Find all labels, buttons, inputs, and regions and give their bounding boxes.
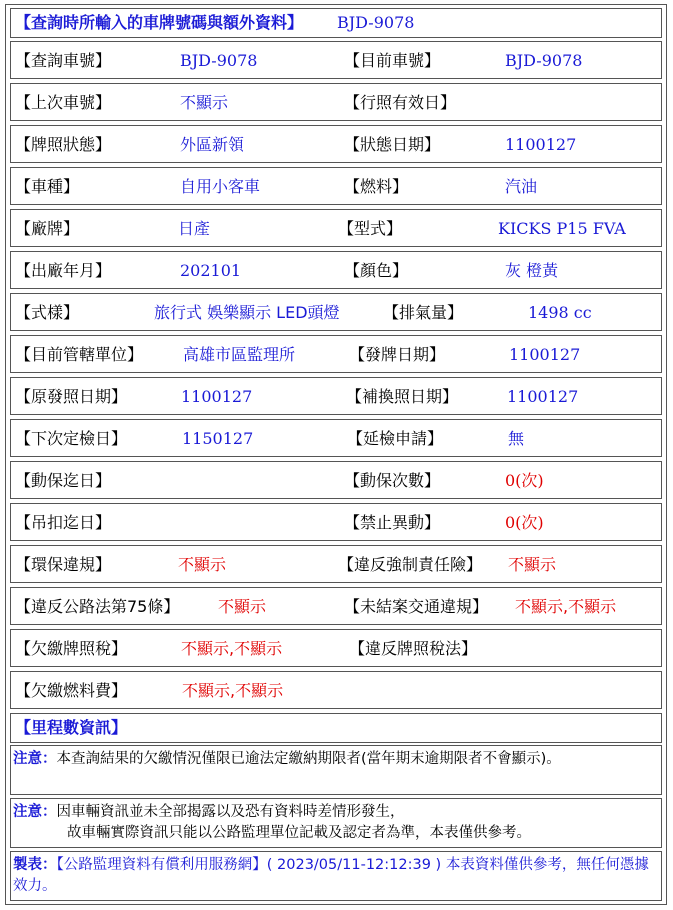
label-manufacture-date: 【出廠年月】 <box>15 261 112 280</box>
label-query-plate: 【查詢車號】 <box>15 51 112 70</box>
label-environmental-violation: 【環保違規】 <box>15 555 112 574</box>
table-row <box>10 83 662 121</box>
table-row <box>10 251 662 289</box>
label-brand: 【廠牌】 <box>15 219 80 238</box>
value-next-inspection: 1150127 <box>182 429 254 448</box>
value-highway-act-violation: 不顯示 <box>218 597 267 616</box>
value-unsettled-traffic-violations: 不顯示,不顯示 <box>515 597 617 616</box>
value-model: KICKS P15 FVA <box>498 219 626 238</box>
label-model: 【型式】 <box>338 219 403 238</box>
footer-disclaimer: 本表資料僅供參考，無任何憑據效力。 <box>13 857 649 894</box>
label-reissue-date: 【補換照日期】 <box>346 387 459 406</box>
value-unpaid-license-tax: 不顯示,不顯示 <box>181 639 283 658</box>
label-issue-date: 【發牌日期】 <box>349 345 446 364</box>
label-unpaid-license-tax: 【欠繳牌照稅】 <box>15 639 128 658</box>
note-text <box>13 802 653 844</box>
value-manufacture-date: 202101 <box>180 261 242 280</box>
value-fuel: 汽油 <box>505 177 538 196</box>
value-query-plate: BJD-9078 <box>180 51 258 70</box>
header-row <box>10 8 662 38</box>
label-lien-end-date: 【動保迄日】 <box>15 471 112 490</box>
value-status-date: 1100127 <box>505 135 577 154</box>
value-last-plate: 不顯示 <box>180 93 229 112</box>
value-issue-date: 1100127 <box>509 345 581 364</box>
value-brand: 日產 <box>178 219 211 238</box>
header-plate: BJD-9078 <box>337 13 415 32</box>
value-unpaid-fuel-fee: 不顯示,不顯示 <box>182 681 284 700</box>
note-row <box>10 798 662 848</box>
label-jurisdiction: 【目前管轄單位】 <box>15 345 144 364</box>
value-lien-count: 0(次) <box>505 471 544 490</box>
value-transfer-ban: 0(次) <box>505 513 544 532</box>
label-status-date: 【狀態日期】 <box>344 135 441 154</box>
value-plate-status: 外區新領 <box>180 135 245 154</box>
label-last-plate: 【上次車號】 <box>15 93 112 112</box>
note-body: 本查詢結果的欠繳情況僅限已逾法定繳納期限者(當年期末逾期限者不會顯示)。 <box>56 751 561 767</box>
table-row <box>10 377 662 415</box>
table-row <box>10 587 662 625</box>
label-suspension-end-date: 【吊扣迄日】 <box>15 513 112 532</box>
label-highway-act-violation: 【違反公路法第75條】 <box>15 597 180 616</box>
note-line-1: 因車輛資訊並未全部揭露以及恐有資料時差情形發生， <box>56 804 405 820</box>
label-insurance-violation: 【違反強制責任險】 <box>338 555 483 574</box>
label-plate-status: 【牌照狀態】 <box>15 135 112 154</box>
label-original-issue-date: 【原發照日期】 <box>15 387 128 406</box>
note-line-2: 故車輛實際資訊只能以公路監理單位記載及認定者為準，本表僅供參考。 <box>67 825 531 841</box>
table-row <box>10 335 662 373</box>
label-lien-count: 【動保次數】 <box>344 471 441 490</box>
label-unpaid-fuel-fee: 【欠繳燃料費】 <box>15 681 128 700</box>
value-environmental-violation: 不顯示 <box>178 555 227 574</box>
value-color: 灰 橙黃 <box>505 261 559 280</box>
label-inspection-extension: 【延檢申請】 <box>347 429 444 448</box>
label-unsettled-traffic-violations: 【未結案交通違規】 <box>344 597 489 616</box>
label-transfer-ban: 【禁止異動】 <box>344 513 441 532</box>
table-row <box>10 209 662 247</box>
table-row <box>10 629 662 667</box>
vehicle-info-table <box>5 4 667 905</box>
note-row <box>10 745 662 795</box>
table-row <box>10 293 662 331</box>
value-displacement: 1498 cc <box>528 303 592 322</box>
footer-text <box>13 855 653 897</box>
value-original-issue-date: 1100127 <box>181 387 253 406</box>
label-current-plate: 【目前車號】 <box>344 51 441 70</box>
footer-timestamp: ( 2023/05/11-12:12:39 ) <box>266 857 442 873</box>
label-color: 【顏色】 <box>344 261 409 280</box>
mileage-row <box>10 713 662 743</box>
table-row <box>10 167 662 205</box>
footer-keyword: 製表： <box>13 857 57 873</box>
value-jurisdiction: 高雄市區監理所 <box>183 345 296 364</box>
note-keyword: 注意： <box>13 751 57 767</box>
label-vehicle-type: 【車種】 <box>15 177 80 196</box>
table-row <box>10 545 662 583</box>
table-row <box>10 419 662 457</box>
value-reissue-date: 1100127 <box>507 387 579 406</box>
table-row <box>10 41 662 79</box>
table-row <box>10 125 662 163</box>
label-license-valid: 【行照有效日】 <box>344 93 457 112</box>
label-next-inspection: 【下次定檢日】 <box>15 429 128 448</box>
label-style: 【式樣】 <box>15 303 80 322</box>
label-fuel: 【燃料】 <box>344 177 409 196</box>
footer-source: 【公路監理資料有償利用服務網】 <box>56 857 267 873</box>
table-row <box>10 461 662 499</box>
value-style: 旅行式 娛樂顯示 LED頭燈 <box>154 303 340 322</box>
value-current-plate: BJD-9078 <box>505 51 583 70</box>
table-row <box>10 671 662 709</box>
value-vehicle-type: 自用小客車 <box>180 177 261 196</box>
value-insurance-violation: 不顯示 <box>508 555 557 574</box>
label-license-tax-violation: 【違反牌照稅法】 <box>349 639 478 658</box>
value-inspection-extension: 無 <box>508 429 525 448</box>
mileage-label: 【里程數資訊】 <box>15 718 128 737</box>
table-row <box>10 503 662 541</box>
label-displacement: 【排氣量】 <box>383 303 464 322</box>
footer-row <box>10 851 662 901</box>
header-title: 【查詢時所輸入的車牌號碼與額外資料】 <box>15 13 304 32</box>
note-text <box>13 749 653 770</box>
note-keyword: 注意： <box>13 804 57 820</box>
